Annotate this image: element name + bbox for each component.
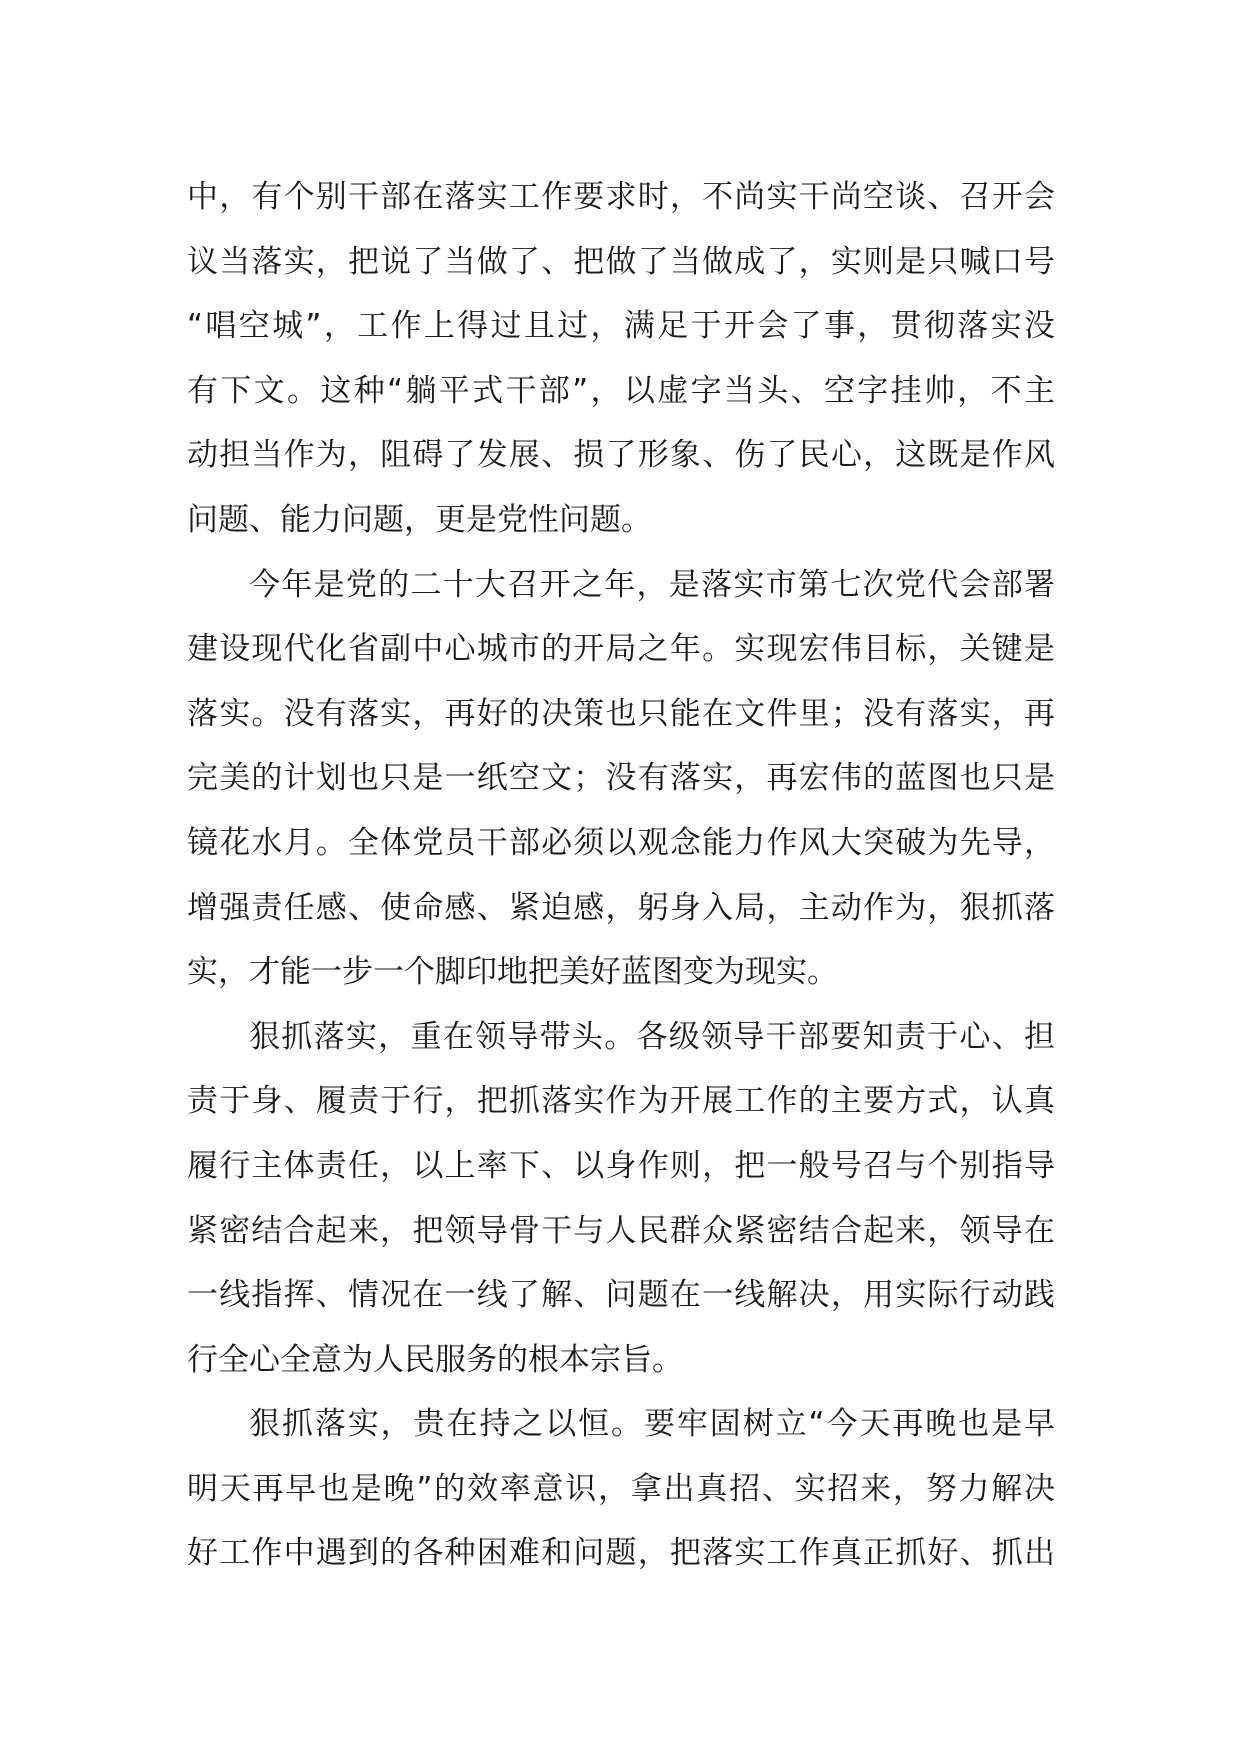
text-line: 动担当作为，阻碍了发展、损了形象、伤了民心，这既是作风 — [187, 437, 1055, 474]
text-line: 问题、能力问题，更是党性问题。 — [187, 501, 652, 538]
text-line: 行全心全意为人民服务的根本宗旨。 — [187, 1341, 683, 1378]
text-line: 狠抓落实，贵在持之以恒。要牢固树立“今天再晚也是早 — [249, 1406, 1055, 1443]
text-line: 镜花水月。全体党员干部必须以观念能力作风大突破为先导， — [187, 824, 1055, 861]
body-text — [187, 165, 1055, 1586]
text-line: 履行主体责任，以上率下、以身作则，把一般号召与个别指导 — [187, 1147, 1055, 1184]
text-line: 好工作中遇到的各种困难和问题，把落实工作真正抓好、抓出 — [187, 1535, 1055, 1572]
text-line: 增强责任感、使命感、紧迫感，躬身入局，主动作为，狠抓落 — [187, 889, 1055, 926]
text-line: 今年是党的二十大召开之年，是落实市第七次党代会部署 — [249, 566, 1055, 603]
text-line: “唱空城”，工作上得过且过，满足于开会了事，贯彻落实没 — [187, 308, 1055, 345]
text-line: 议当落实，把说了当做了、把做了当做成了，实则是只喊口号 — [187, 243, 1055, 280]
text-line: 落实。没有落实，再好的决策也只能在文件里；没有落实，再 — [187, 695, 1055, 732]
text-line: 中，有个别干部在落实工作要求时，不尚实干尚空谈、召开会 — [187, 179, 1055, 215]
text-line: 一线指挥、情况在一线了解、问题在一线解决，用实际行动践 — [187, 1277, 1055, 1314]
text-line: 建设现代化省副中心城市的开局之年。实现宏伟目标，关键是 — [187, 631, 1055, 668]
text-line: 责于身、履责于行，把抓落实作为开展工作的主要方式，认真 — [187, 1083, 1055, 1120]
text-line: 狠抓落实，重在领导带头。各级领导干部要知责于心、担 — [249, 1018, 1055, 1055]
text-line: 明天再早也是晚”的效率意识，拿出真招、实招来，努力解决 — [187, 1470, 1055, 1507]
text-line: 有下文。这种“躺平式干部”，以虚字当头、空字挂帅，不主 — [187, 372, 1055, 409]
text-line: 紧密结合起来，把领导骨干与人民群众紧密结合起来，领导在 — [187, 1212, 1055, 1249]
text-line: 完美的计划也只是一纸空文；没有落实，再宏伟的蓝图也只是 — [187, 760, 1055, 797]
text-line: 实，才能一步一个脚印地把美好蓝图变为现实。 — [187, 954, 838, 991]
